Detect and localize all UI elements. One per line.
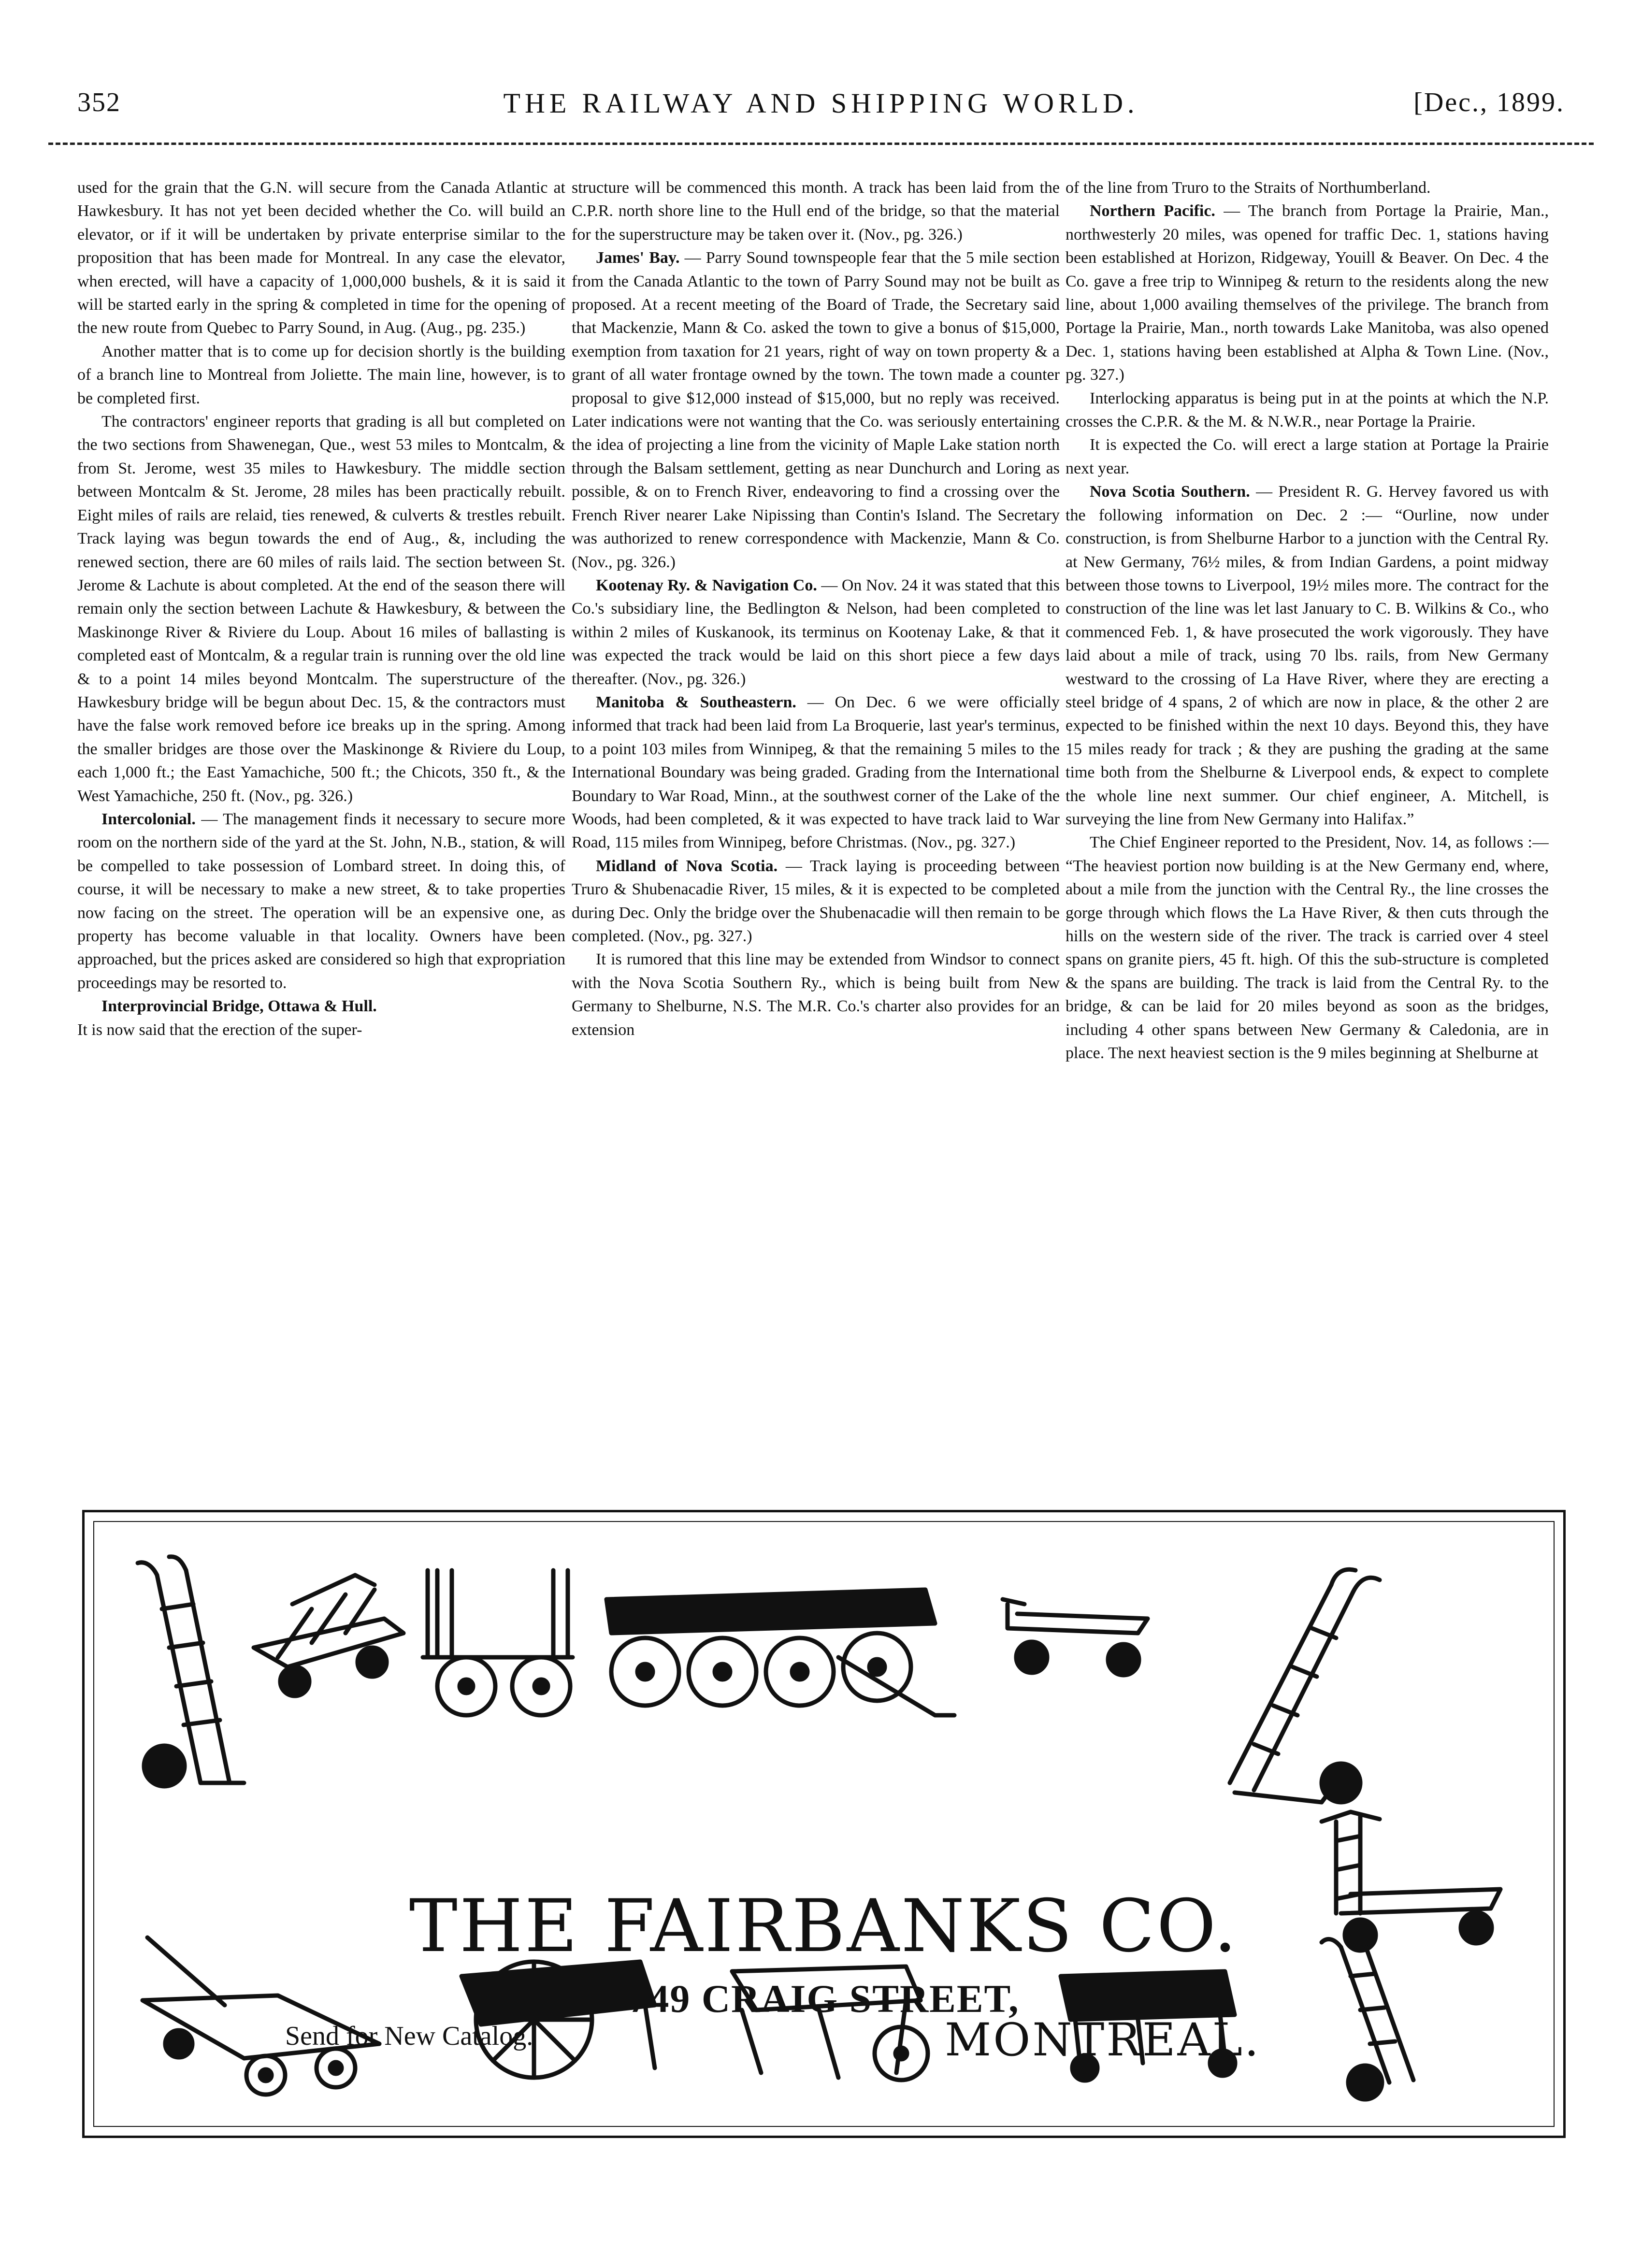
company-city: MONTREAL. [945,2014,1261,2067]
rack-wagon-icon [423,1570,573,1715]
dray-wagon-icon [606,1590,954,1715]
catalog-note: Send for New Catalog. [285,2021,533,2051]
article-paragraph: of the line from Truro to the Straits of Northumberland. [1066,179,1431,197]
article-nova-scotia-southern [1066,480,1549,831]
article-paragraph: Another matter that is to come up for decision shortly is the building of a branch line to Montreal from Joliette. The main line, however, is to be completed first. [77,342,565,407]
fairbanks-advertisement [82,1510,1566,2138]
article-paragraph: It is rumored that this line may be extended from Windsor to connect with the Nova Scotia Southern Ry., which is being built from New Germany to Shelburne, N.S. The M.R. Co.'s charter also provides for an extension [572,950,1060,1039]
section-heading: Midland of Nova Scotia. [596,857,778,875]
article-paragraph: The Chief Engineer reported to the President, Nov. 14, as follows :— “The heaviest portion now building is at the New Germany end, where, about a mile from the junction with the Central Ry., the line crosses the gorge through which flows the La Have River, & then cuts through the hills on the western side of the river. The track is carried over 4 steel spans on granite piers, 45 ft. high. Of this the sub-structure is completed & the spans are building. The track is laid from the Central Ry. to the bridge, & can be laid for 20 miles beyond as soon as the bridges, including 4 other spans between New Germany & Caledonia, are in place. The next heaviest section is the 9 miles beginning at Shelburne at [1066,833,1549,1062]
issue-date: [Dec., 1899. [1413,87,1565,117]
header-rule [48,143,1594,145]
publication-title: THE RAILWAY AND SHIPPING WORLD. [503,87,1139,119]
running-head [77,87,1565,126]
company-name: THE FAIRBANKS CO. [409,1884,1239,1968]
article-paragraph: used for the grain that the G.N. will secure from the Canada Atlantic at Hawkesbury. It has not yet been decided whether the Co. will build an elevator, or if it will be undertaken by private enterprise similar to the proposition that has been made for Montreal. In any case the elevator, when erected, will have a capacity of 1,000,000 bushels, & it is said it will be started early in the spring & completed in time for the opening of the new route from Quebec to Parry Sound, in Aug. (Aug., pg. 235.) [77,179,565,337]
section-heading: Intercolonial. [101,810,196,828]
section-text: — Parry Sound townspeople fear that the 5 mile section from the Canada Atlantic to the town of Parry Sound may not be built as proposed. At a recent meeting of the Board of Trade, the Secretary said that Mackenzie, Mann & Co. asked the town to give a bonus of $15,000, exemption from taxation for 21 years, right of way on town property & a grant of all water frontage owned by the town. The town made a counter proposal to give $12,000 instead of $15,000, but no reply was received. Later indications were not wanting that the Co. was seriously entertaining the idea of projecting a line from the vicinity of Maple Lake station north through the Balsam settlement, getting as near Dunchurch and Loring as possible, & on to French River, endeavoring to find a crossing over the French River nearer Lake Nipissing than Contin's Island. The Secretary was authorized to renew correspondence with Mackenzie, Mann & Co. (Nov., pg. 326.) [572,249,1060,571]
section-text: — Track laying is proceeding between Truro & Shubenacadie River, 15 miles, & it is expected to be completed during Dec. Only the bridge over the Shubenacadie will then remain to be completed. (Nov., pg. 327.) [572,857,1060,945]
section-heading: Northern Pacific. [1090,202,1215,220]
page-number: 352 [77,87,121,117]
article-paragraph: It is expected the Co. will erect a large station at Portage la Prairie next year. [1066,436,1549,477]
column-1 [77,176,565,1476]
company-address: 749 CRAIG STREET, [628,1977,1020,2021]
section-heading: Interprovincial Bridge, Ottawa & Hull. [101,997,377,1016]
article-kootenay [572,574,1060,691]
column-3 [1066,176,1549,1476]
section-text: — On Nov. 24 it was stated that this Co.'s subsidiary line, the Bedlington & Nelson, had been completed to within 2 miles of Kuskanook, its terminus on Kootenay Lake, & that it was expected the track would be laid on this short piece a few days thereafter. (Nov., pg. 326.) [572,576,1060,688]
section-text: — The management finds it necessary to secure more room on the northern side of the yard at the St. John, N.B., station, & will be compelled to take possession of Lombard street. In doing this, of course, it will be necessary to make a new street, & to take properties now facing on the street. The operation will be an expensive one, as property has become valuable in that locality. Owners have been approached, but the prices asked are considered so high that expropriation proceedings may be resorted to. [77,810,565,992]
hand-truck-icon [1230,1569,1380,1802]
section-text: — President R. G. Hervey favored us with the following information on Dec. 2 :— “Ourline, now under construction, is from Shelburne Harbor to a junction with the Central Ry. at New Germany, 76½ miles, & from Indian Gardens, a point midway between those towns to Liverpool, 19½ miles more. The contract for the construction of the line was let last January to C. B. Wilkins & Co., who commenced Feb. 1, & have prosecuted the work vigorously. They have laid about a mile of track, using 70 lbs. rails, from New Germany westward to the crossing of La Have River, where they are erecting a steel bridge of 4 spans, 2 of which are now in place, & the other 2 are expected to be finished within the next 10 days. Beyond this, they have 15 miles ready for track ; & they are pushing the grading at the same time both from the Shelburne & Liverpool ends, & expect to complete the whole line next summer. Our chief engineer, A. Mitchell, is surveying the line from New Germany into Halifax.” [1066,483,1549,828]
baggage-truck-icon [1003,1599,1148,1675]
article-paragraph: structure will be commenced this month. A track has been laid from the C.P.R. north shore line to the Hull end of the bridge, so that the material for the superstructure may be taken over it. (Nov., pg. 326.) [572,179,1060,244]
hand-truck-icon [138,1557,244,1786]
article-paragraph: The contractors' engineer reports that grading is all but completed on the two sections from Shawenegan, Que., west 53 miles to Montcalm, & from St. Jerome, west 35 miles to Hawkesbury. The middle section between Montcalm & St. Jerome, 28 miles has been practically rebuilt. Eight miles of rails are relaid, ties renewed, & culverts & trestles rebuilt. Track laying was begun towards the end of Aug., &, including the renewed section, there are 60 miles of rails laid. The section between St. Jerome & Lachute is about completed. At the end of the season there will remain only the section between Lachute & Hawkesbury, & between the Maskinonge River & Riviere du Loup. About 16 miles of ballasting is completed east of Montcalm, & a regular train is running over the old line & to a point 14 miles beyond Montcalm. The superstructure of the Hawkesbury bridge will be begun about Dec. 15, & the contractors must have the false work removed before ice breaks up in the spring. Among the smaller bridges are those over the Maskinonge & Riviere du Loup, each 1,000 ft.; the East Yamachiche, 500 ft.; the Chicots, 350 ft., & the West Yamachiche, 250 ft. (Nov., pg. 326.) [77,413,565,805]
column-2 [572,176,1060,1476]
section-text: — The branch from Portage la Prairie, Man., northwesterly 20 miles, was opened for traffic Dec. 1, stations having been established at Horizon, Ridgeway, Youill & Beaver. On Dec. 4 the Co. gave a free trip to Winnipeg & return to the residents along the new line, about 1,000 availing themselves of the privilege. The branch from Portage la Prairie, Man., north towards Lake Manitoba, was also opened Dec. 1, stations having been established at Alpha & Town Line. (Nov., pg. 327.) [1066,202,1549,384]
section-heading: Nova Scotia Southern. [1090,483,1250,501]
article-interprovincial [77,995,565,1018]
article-intercolonial [77,808,565,995]
article-midland [572,855,1060,948]
platform-truck-icon [254,1575,403,1696]
article-paragraph: Interlocking apparatus is being put in at the points at which the N.P. crosses the C.P.R. & the M. & N.W.R., near Portage la Prairie. [1066,389,1549,431]
section-text: — On Dec. 6 we were officially informed that track had been laid from La Broquerie, last year's terminus, to a point 103 miles from Winnipeg, & that the remaining 5 miles to the International Boundary was being graded. Grading from the International Boundary to War Road, Minn., at the southwest corner of the Lake of the Woods, had been completed, & it was expected to have track laid to War Road, 115 miles from Winnipeg, before Christmas. (Nov., pg. 327.) [572,693,1060,852]
section-heading: Kootenay Ry. & Navigation Co. [596,576,817,594]
article-james-bay [572,246,1060,574]
article-manitoba [572,691,1060,855]
article-paragraph: It is now said that the erection of the super- [77,1020,362,1039]
section-heading: James' Bay. [596,249,680,267]
article-northern-pacific [1066,200,1549,387]
section-heading: Manitoba & Southeastern. [596,693,796,711]
